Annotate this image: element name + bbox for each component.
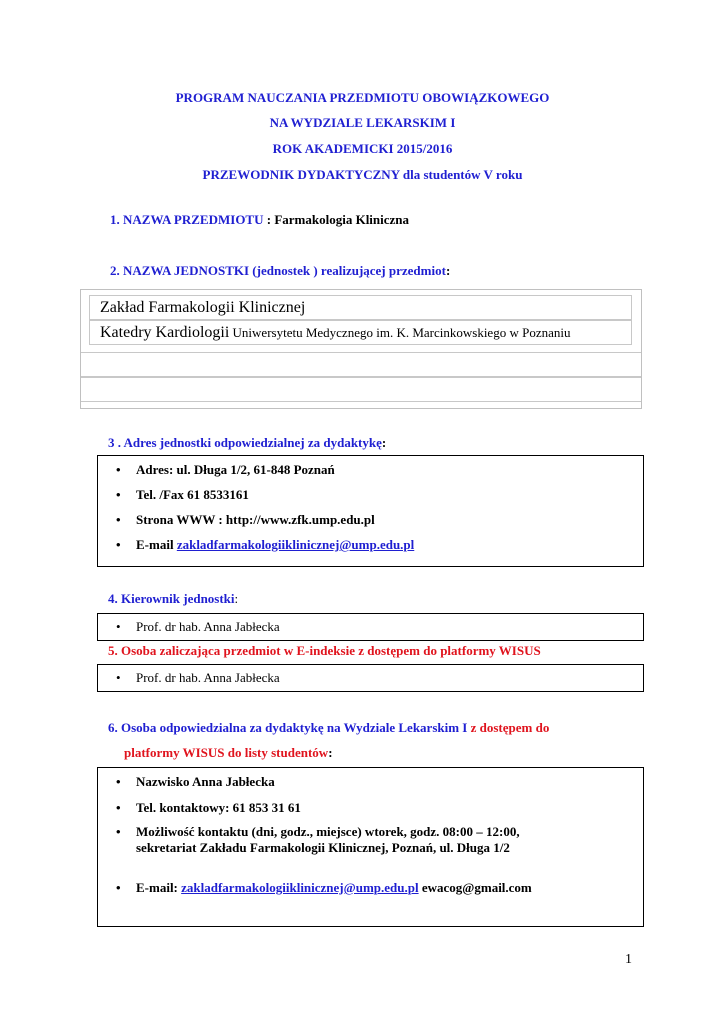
address-box bbox=[97, 455, 644, 567]
section-2-heading bbox=[110, 263, 450, 279]
coordinator-email-label: E-mail: bbox=[136, 880, 182, 895]
unit-table-row-1 bbox=[89, 295, 632, 320]
unit-table-row-2 bbox=[89, 320, 632, 345]
unit-table bbox=[80, 289, 642, 409]
bullet-icon: • bbox=[116, 487, 121, 502]
section-6-label: 6. Osoba odpowiedzialna za dydaktykę na Wydziale Lekarskim I bbox=[108, 720, 471, 735]
title-line-3: ROK AKADEMICKI 2015/2016 bbox=[272, 141, 453, 156]
section-3-heading bbox=[108, 435, 386, 451]
unit-parent-dept: Katedry Kardiologii bbox=[100, 324, 230, 341]
bullet-icon: • bbox=[116, 824, 121, 839]
coordinator-name: Nazwisko Anna Jabłecka bbox=[136, 774, 275, 789]
unit-table-row-4 bbox=[81, 377, 641, 402]
coordinator-email-link[interactable]: zakladfarmakologiiklinicznej@ump.edu.pl bbox=[181, 880, 419, 895]
coordinator-phone: Tel. kontaktowy: 61 853 31 61 bbox=[136, 800, 301, 815]
coordinator-contact-line-2: sekretariat Zakładu Farmakologii Klinicznej, Poznań, ul. Długa 1/2 bbox=[136, 840, 510, 855]
coordinator-name-item bbox=[108, 774, 633, 800]
bullet-icon: • bbox=[116, 880, 121, 895]
grader-item bbox=[108, 670, 280, 686]
section-4-heading bbox=[108, 591, 238, 607]
section-1-sep: : bbox=[263, 212, 275, 227]
phone-item bbox=[108, 487, 414, 512]
head-box bbox=[97, 613, 644, 641]
address-item bbox=[108, 462, 414, 487]
email-link[interactable]: zakladfarmakologiiklinicznej@ump.edu.pl bbox=[176, 537, 415, 552]
unit-parent bbox=[100, 324, 570, 342]
section-4-colon: : bbox=[234, 591, 239, 606]
head-item bbox=[108, 619, 280, 635]
coordinator-email-item bbox=[108, 880, 633, 896]
section-6-colon: : bbox=[328, 745, 333, 760]
bullet-icon: • bbox=[116, 800, 121, 815]
coordinator-box bbox=[97, 767, 644, 927]
section-4-label: 4. Kierownik jednostki bbox=[108, 591, 235, 606]
address-list bbox=[108, 462, 414, 562]
bullet-icon: • bbox=[116, 512, 121, 527]
section-6-label-red-2: platformy WISUS do listy studentów bbox=[124, 745, 329, 760]
website-text: Strona WWW : http://www.zfk.ump.edu.pl bbox=[136, 512, 375, 527]
email-label: E-mail bbox=[136, 537, 177, 552]
bullet-icon: • bbox=[116, 774, 121, 789]
title-line-2: NA WYDZIALE LEKARSKIM I bbox=[269, 115, 456, 130]
phone-text: Tel. /Fax 61 8533161 bbox=[136, 487, 249, 502]
section-3-label: 3 . Adres jednostki odpowiedzialnej za dydaktykę bbox=[108, 435, 382, 450]
head-person: Prof. dr hab. Anna Jabłecka bbox=[136, 619, 280, 634]
bullet-icon: • bbox=[116, 462, 121, 477]
grader-person: Prof. dr hab. Anna Jabłecka bbox=[136, 670, 280, 685]
section-5-heading: 5. Osoba zaliczająca przedmiot w E-indeksie z dostępem do platformy WISUS bbox=[108, 643, 541, 658]
title-line-1: PROGRAM NAUCZANIA PRZEDMIOTU OBOWIĄZKOWEGO bbox=[175, 90, 550, 105]
coordinator-contact-line-1: Możliwość kontaktu (dni, godz., miejsce) wtorek, godz. 08:00 – 12:00, bbox=[136, 824, 520, 839]
website-item bbox=[108, 512, 414, 537]
section-6-heading-line-1 bbox=[108, 720, 549, 736]
address-text: Adres: ul. Długa 1/2, 61-848 Poznań bbox=[136, 462, 335, 477]
page-number: 1 bbox=[625, 952, 632, 967]
coordinator-email-2: ewacog@gmail.com bbox=[418, 880, 532, 895]
bullet-icon: • bbox=[116, 670, 121, 685]
head-list bbox=[108, 619, 280, 635]
coordinator-contact-item bbox=[108, 824, 633, 880]
email-item bbox=[108, 537, 414, 562]
section-1 bbox=[110, 212, 409, 228]
grader-list bbox=[108, 670, 280, 686]
bullet-icon: • bbox=[116, 619, 121, 634]
grader-box bbox=[97, 664, 644, 692]
coordinator-phone-item bbox=[108, 800, 633, 824]
unit-table-row-3 bbox=[81, 352, 641, 377]
unit-name: Zakład Farmakologii Klinicznej bbox=[100, 299, 306, 316]
section-1-label: 1. NAZWA PRZEDMIOTU bbox=[110, 212, 264, 227]
title-line-4: PRZEWODNIK DYDAKTYCZNY dla studentów V roku bbox=[202, 167, 523, 182]
section-6-label-red: z dostępem do bbox=[470, 720, 550, 735]
section-3-colon: : bbox=[381, 435, 387, 450]
section-6-heading-line-2 bbox=[124, 745, 333, 761]
coordinator-list bbox=[108, 774, 633, 896]
section-2-colon: : bbox=[445, 263, 451, 278]
unit-parent-university: Uniwersytetu Medycznego im. K. Marcinkowskiego w Poznaniu bbox=[229, 325, 571, 340]
section-2-label: 2. NAZWA JEDNOSTKI (jednostek ) realizującej przedmiot bbox=[110, 263, 446, 278]
section-1-value: Farmakologia Kliniczna bbox=[274, 212, 410, 227]
bullet-icon: • bbox=[116, 537, 121, 552]
